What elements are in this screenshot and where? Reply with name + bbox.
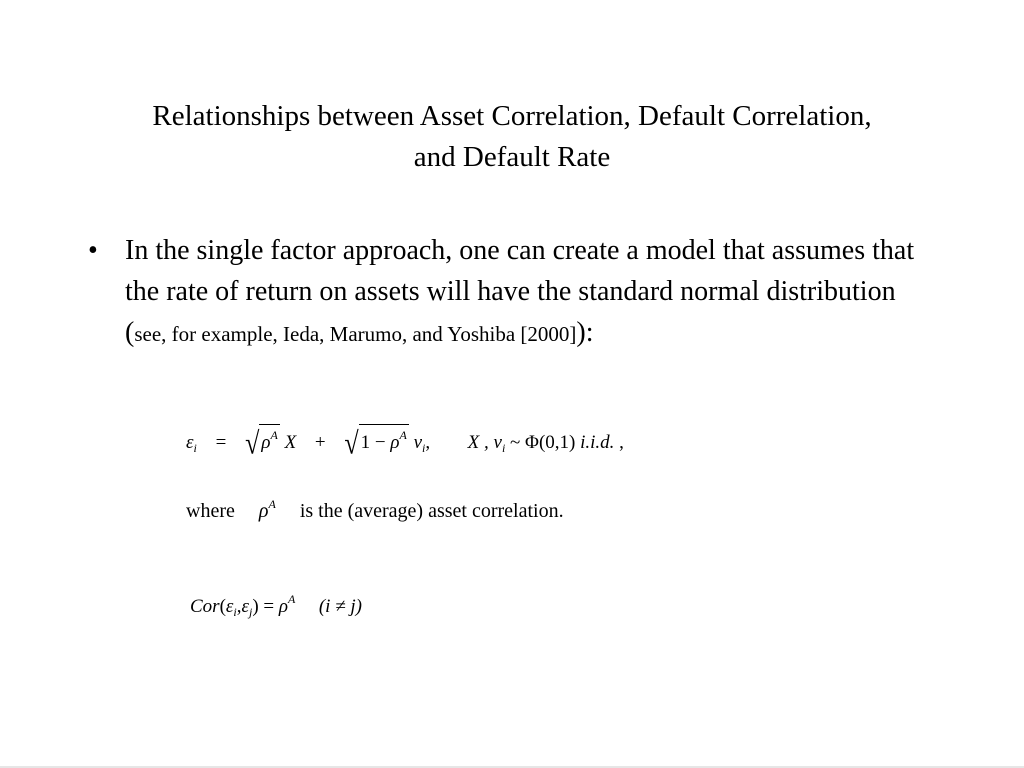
idiosyncratic-variable: v	[413, 432, 423, 453]
rho-symbol: ρ	[390, 432, 400, 453]
epsilon-j-subscript: j	[249, 605, 253, 619]
sqrt-rho	[245, 424, 280, 461]
rho-superscript: A	[268, 497, 276, 511]
bullet-marker: •	[88, 235, 98, 266]
sqrt-one-minus-rho	[344, 424, 408, 461]
epsilon-symbol: ε	[186, 432, 194, 453]
distribution: ~ Φ(0,1)	[510, 432, 576, 453]
distribution-variables: X , v	[467, 432, 502, 453]
idiosyncratic-subscript: i	[422, 441, 426, 455]
one-minus: 1 −	[360, 432, 386, 453]
comma: ,	[425, 432, 431, 453]
rho-symbol: ρ	[258, 500, 269, 522]
correlation-equation	[190, 587, 362, 624]
cor-function: Cor	[190, 596, 220, 617]
sqrt-icon: √	[245, 426, 260, 461]
bullet-text-main: In the single factor approach, one can create a model that assumes that the rate of return on assets will have the standard normal distribution (	[125, 235, 915, 348]
iid-label: i.i.d.	[580, 432, 615, 453]
bullet-citation: see, for example, Ieda, Marumo, and Yoshiba [2000]	[134, 322, 577, 346]
distribution-subscript: i	[501, 441, 506, 455]
separator: ,	[236, 596, 242, 617]
equals-sign: =	[215, 432, 227, 453]
rho-superscript: A	[288, 592, 296, 606]
plus-sign: +	[314, 432, 326, 453]
rho-symbol: ρ	[261, 432, 271, 453]
condition: (i ≠ j)	[318, 596, 362, 617]
trailing-comma: ,	[619, 432, 624, 453]
title-line-1: Relationships between Asset Correlation, Default Correlation,	[152, 100, 872, 132]
where-description: is the (average) asset correlation.	[299, 500, 564, 522]
title-line-2: and Default Rate	[413, 141, 611, 173]
sqrt-icon: √	[344, 426, 359, 461]
factor-model-equation	[186, 424, 624, 460]
where-line	[186, 492, 564, 523]
where-word: where	[186, 500, 235, 522]
bullet-text	[125, 230, 925, 355]
slide-title	[62, 96, 962, 178]
rho-superscript: A	[399, 428, 407, 442]
bullet-text-end: ):	[576, 317, 594, 348]
rho-superscript: A	[270, 428, 278, 442]
factor-variable: X	[284, 432, 297, 453]
open-paren: (	[219, 596, 226, 617]
close-equals: ) =	[252, 596, 275, 617]
epsilon-i-subscript: i	[233, 605, 237, 619]
rho-symbol: ρ	[278, 596, 289, 617]
epsilon-j: ε	[241, 596, 249, 617]
epsilon-i: ε	[225, 596, 234, 617]
epsilon-subscript: i	[193, 441, 197, 455]
